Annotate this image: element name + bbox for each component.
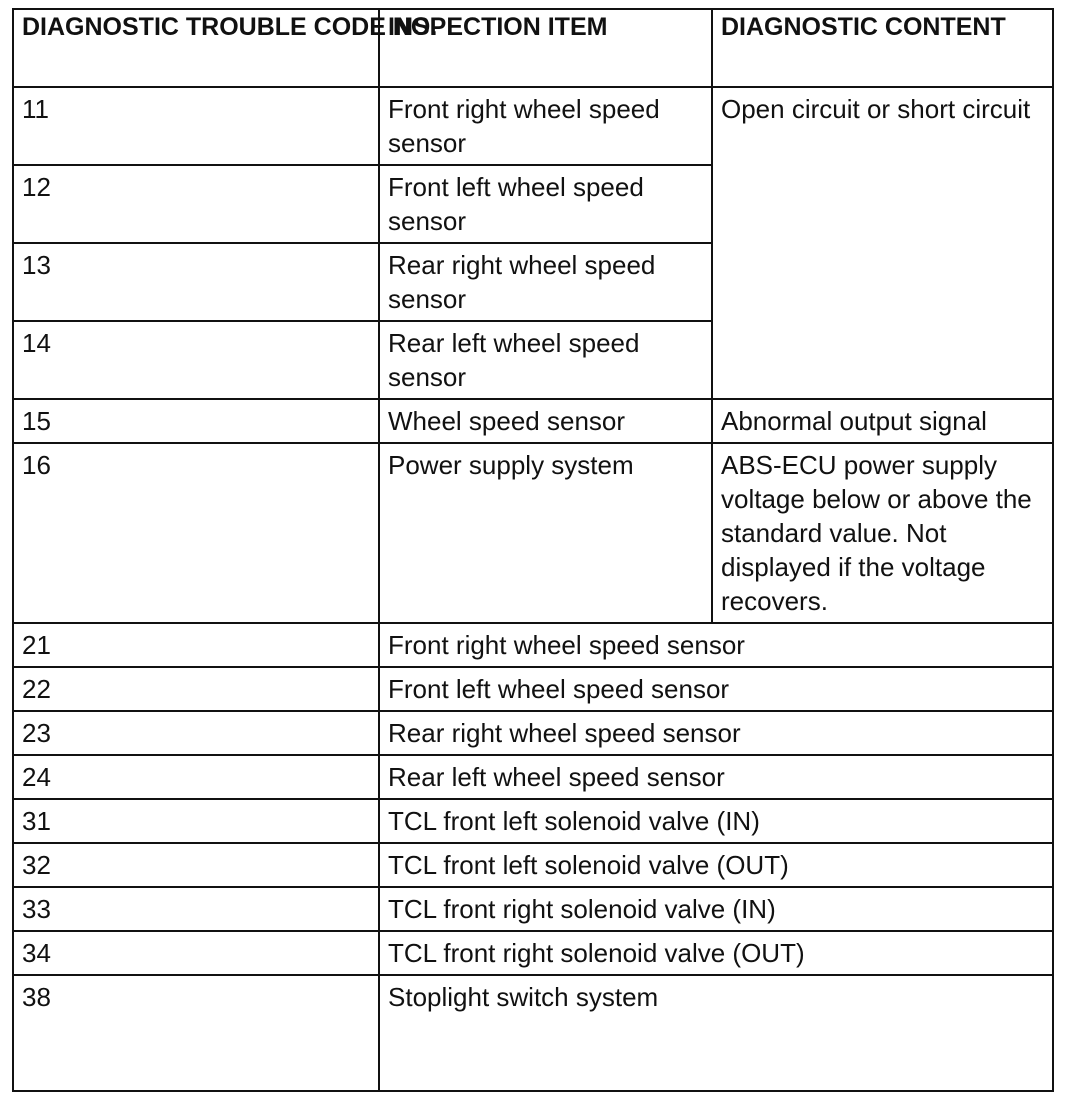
inspection-item-cell: Front left wheel speed sensor — [379, 667, 1053, 711]
inspection-item-cell: TCL front right solenoid valve (OUT) — [379, 931, 1053, 975]
inspection-item-cell: TCL front right solenoid valve (IN) — [379, 887, 1053, 931]
table-row — [13, 667, 1053, 711]
table-row — [13, 975, 1053, 1091]
code-cell: 31 — [13, 799, 379, 843]
table-row — [13, 887, 1053, 931]
inspection-item-cell: Rear left wheel speed sensor — [379, 321, 712, 399]
code-cell: 24 — [13, 755, 379, 799]
table-row — [13, 755, 1053, 799]
table-row — [13, 443, 1053, 623]
code-cell: 23 — [13, 711, 379, 755]
table-row — [13, 87, 1053, 165]
inspection-item-cell: Rear right wheel speed sensor — [379, 711, 1053, 755]
inspection-item-cell: TCL front left solenoid valve (OUT) — [379, 843, 1053, 887]
diagnostic-content-cell: Open circuit or short circuit — [712, 87, 1053, 399]
inspection-item-cell: Front right wheel speed sensor — [379, 623, 1053, 667]
inspection-item-cell: Wheel speed sensor — [379, 399, 712, 443]
table-row — [13, 931, 1053, 975]
code-cell: 14 — [13, 321, 379, 399]
diagnostic-trouble-code-table-container — [12, 8, 1052, 1092]
table-header-row — [13, 9, 1053, 87]
table-row — [13, 623, 1053, 667]
code-cell: 11 — [13, 87, 379, 165]
table-row — [13, 843, 1053, 887]
code-cell: 16 — [13, 443, 379, 623]
inspection-item-cell: Rear right wheel speed sensor — [379, 243, 712, 321]
code-cell: 32 — [13, 843, 379, 887]
code-cell: 22 — [13, 667, 379, 711]
inspection-item-cell: Front right wheel speed sensor — [379, 87, 712, 165]
code-cell: 13 — [13, 243, 379, 321]
inspection-item-cell: TCL front left solenoid valve (IN) — [379, 799, 1053, 843]
header-diagnostic-content: DIAGNOSTIC CONTENT — [712, 9, 1053, 87]
diagnostic-content-cell: Abnormal output signal — [712, 399, 1053, 443]
code-cell: 34 — [13, 931, 379, 975]
inspection-item-cell: Front left wheel speed sensor — [379, 165, 712, 243]
table-row — [13, 711, 1053, 755]
header-code: DIAGNOSTIC TROUBLE CODE NO. — [13, 9, 379, 87]
diagnostic-content-cell: ABS-ECU power supply voltage below or above the standard value. Not displayed if the voltage recovers. — [712, 443, 1053, 623]
inspection-item-cell: Rear left wheel speed sensor — [379, 755, 1053, 799]
code-cell: 15 — [13, 399, 379, 443]
inspection-item-cell: Stoplight switch system — [379, 975, 1053, 1091]
header-inspection-item: INSPECTION ITEM — [379, 9, 712, 87]
code-cell: 12 — [13, 165, 379, 243]
code-cell: 33 — [13, 887, 379, 931]
inspection-item-cell: Power supply system — [379, 443, 712, 623]
table-row — [13, 799, 1053, 843]
code-cell: 38 — [13, 975, 379, 1091]
table-row — [13, 399, 1053, 443]
code-cell: 21 — [13, 623, 379, 667]
diagnostic-trouble-code-table — [12, 8, 1054, 1092]
